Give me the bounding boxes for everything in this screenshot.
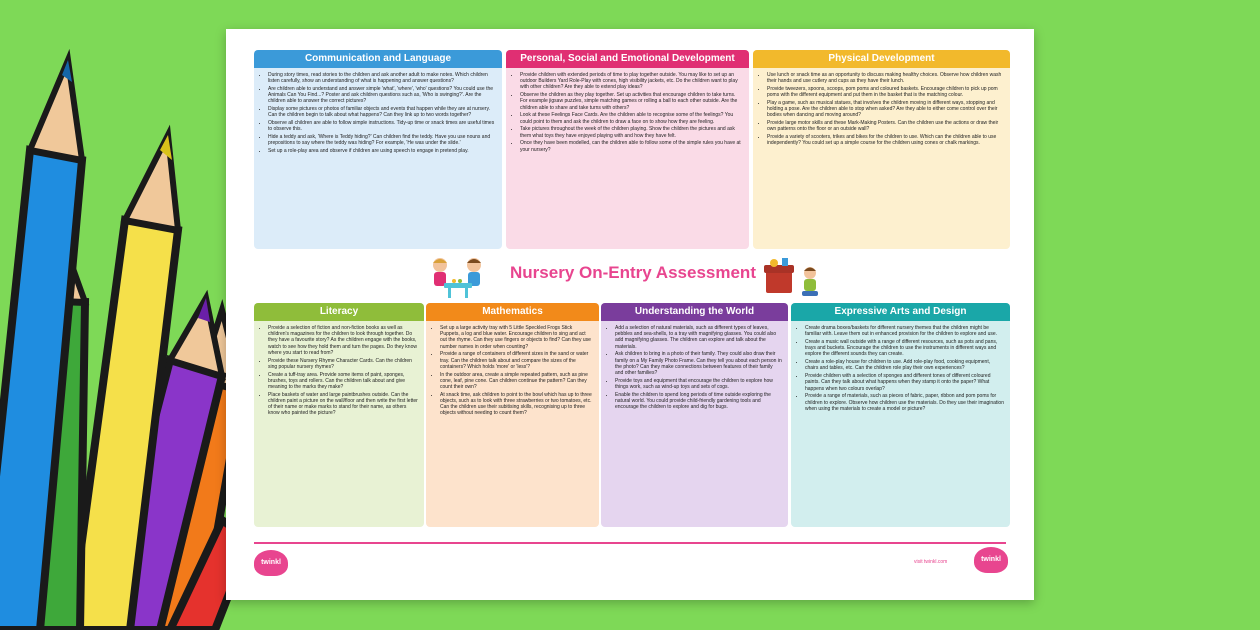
title-row bbox=[426, 255, 826, 301]
list-item: • In the outdoor area, create a simple repeated pattern, such as pine cone, leaf, pine cone. Can children continue the pattern? Can they count their own? bbox=[440, 372, 593, 391]
section-understanding-world bbox=[601, 303, 788, 527]
section-heading: Mathematics bbox=[426, 303, 599, 321]
list-item: • Once they have been modelled, can the children able to follow some of the simple rules you have at your nursery? bbox=[520, 140, 743, 152]
section-list bbox=[753, 68, 1010, 147]
section-heading: Communication and Language bbox=[254, 50, 502, 68]
list-item: • Provide a variety of scooters, trikes and bikes for the children to use. Which can the children able to use independently? You could set up a simple course for the children using cones or chalk markings. bbox=[767, 134, 1004, 146]
footer-divider bbox=[254, 542, 1006, 544]
list-item: • Provide these Nursery Rhyme Character Cards. Can the children sing popular nursery rhymes? bbox=[268, 358, 418, 370]
section-list bbox=[426, 321, 599, 417]
list-item: • Take pictures throughout the week of the children playing. Show the children the pictures and ask them what toys they have enjoyed playing with and how they have felt. bbox=[520, 126, 743, 138]
section-expressive-arts-design bbox=[791, 303, 1010, 527]
section-list bbox=[506, 68, 749, 153]
children-playing-illustration bbox=[426, 255, 492, 301]
section-heading: Literacy bbox=[254, 303, 424, 321]
section-heading: Expressive Arts and Design bbox=[791, 303, 1010, 321]
list-item: • Hide a teddy and ask, 'Where is Teddy hiding?' Can children find the teddy. Have you use nouns and prepositions to say where the teddy was hiding? For example, 'He was under the slide.' bbox=[268, 134, 496, 146]
section-literacy bbox=[254, 303, 424, 527]
list-item: • Provide toys and equipment that encourage the children to explore how things work, such as wind-up toys and sets of cogs. bbox=[615, 378, 782, 390]
footer-url: visit twinkl.com bbox=[914, 559, 948, 565]
list-item: • Display some pictures or photos of familiar objects and events that happen while they are at nursery. Can the children begin to talk about what happens? Can they link up to two words together? bbox=[268, 106, 496, 118]
list-item: • Provide tweezers, spoons, scoops, pom poms and coloured baskets. Encourage children to pick up pom poms with the different equipment and put them in the basket that is the matching colour. bbox=[767, 86, 1004, 98]
list-item: • Provide large motor skills and these Mark-Making Posters. Can the children use the actions or draw their own patterns onto the floor or an outside wall? bbox=[767, 120, 1004, 132]
page-title: Nursery On-Entry Assessment bbox=[510, 263, 756, 282]
twinkl-logo-left: twinkl bbox=[254, 550, 288, 576]
section-list bbox=[601, 321, 788, 410]
list-item: • Are children able to understand and answer simple 'what', 'where', 'who' questions? You could use the Animals Can You Find...? Poster and ask children questions such as, 'Who is swinging?'. Are the children able to answer the correct pictures? bbox=[268, 86, 496, 105]
list-item: • Set up a large activity tray with 5 Little Speckled Frogs Stick Puppets, a log and blue water. Encourage children to sing and act out the rhyme. Can they use fingers or objects to find? Can they use number names in order when counting? bbox=[440, 325, 593, 350]
section-heading: Physical Development bbox=[753, 50, 1010, 68]
list-item: • Add a selection of natural materials, such as different types of leaves, pebbles and sea-shells, to a tray with magnifying glasses. You could also add magnifying glasses. The children can explore and talk about the materials. bbox=[615, 325, 782, 350]
twinkl-logo-right: twinkl bbox=[974, 547, 1008, 573]
list-item: • Provide children with extended periods of time to play together outside. You may like to set up an outdoor Builders Yard Role-Play with cones, high visibility jackets, etc. Do the children want to play with other children? Are they able to extend play ideas? bbox=[520, 72, 743, 91]
assessment-sheet bbox=[226, 29, 1034, 600]
section-communication-language bbox=[254, 50, 502, 249]
list-item: • Create drama boxes/baskets for different nursery themes that the children might be familiar with. Leave them out in enhanced provision for the children to explore and use. bbox=[805, 325, 1004, 337]
section-list bbox=[254, 321, 424, 417]
list-item: • Play a game, such as musical statues, that involves the children moving in different ways, stopping and holding a pose. Are the children able to stop when asked? Are they able to either come control over their bodies when dancing and moving around? bbox=[767, 100, 1004, 119]
list-item: • Look at these Feelings Face Cards. Are the children able to recognise some of the feelings? You could point to them and ask the children to draw a face on to show how they are feeling. bbox=[520, 112, 743, 124]
list-item: • Create a music wall outside with a range of different resources, such as pots and pans, trays and buckets. Encourage the children to use the instruments in different ways and explore the different sounds they can create. bbox=[805, 339, 1004, 358]
list-item: • During story times, read stories to the children and ask another adult to make notes. Which children listen carefully, show an understanding of what is happening and answer questions? bbox=[268, 72, 496, 84]
list-item: • Provide a selection of fiction and non-fiction books as well as children's magazines for the children to look through together. Do they have a favourite story? As the children engage with the books, watch to see how they hold them and turn the pages. Do they know where you start to read from? bbox=[268, 325, 418, 356]
toy-box-illustration bbox=[764, 255, 826, 301]
colored-pencils-illustration bbox=[0, 0, 260, 630]
list-item: • Create a role-play house for children to use. Add role-play food, cooking equipment, chairs and tables, etc. Can the children role play their own experiences? bbox=[805, 359, 1004, 371]
section-heading: Personal, Social and Emotional Development bbox=[506, 50, 749, 68]
section-list bbox=[254, 68, 502, 154]
list-item: • Create a tuff-tray area. Provide some items of paint, sponges, brushes, toys and rollers. Can the children talk about and give meaning to the marks they make? bbox=[268, 372, 418, 391]
list-item: • Enable the children to spend long periods of time outside exploring the natural world. You could provide child-friendly gardening tools and encourage the children to explore and dig for bugs. bbox=[615, 392, 782, 411]
list-item: • Use lunch or snack time as an opportunity to discuss making healthy choices. Observe how children wash their hands and use cutlery and cups as they have their lunch. bbox=[767, 72, 1004, 84]
list-item: • Provide children with a selection of sponges and different tones of different coloured paints. Can they talk about what happens when they stamp it onto the paper? What happens when two colours overlap? bbox=[805, 373, 1004, 392]
section-mathematics bbox=[426, 303, 599, 527]
list-item: • Provide a range of materials, such as pieces of fabric, paper, ribbon and pom poms for children to explore. Observe how children use the materials. Do they use their imagination when using the materials to create a model or picture? bbox=[805, 393, 1004, 412]
list-item: • Place baskets of water and large paintbrushes outside. Can the children paint a picture on the wall/floor and then write the first letter of their name or make marks to stand for their name, as others know who painted the picture? bbox=[268, 392, 418, 417]
section-personal-social-emotional bbox=[506, 50, 749, 249]
section-heading: Understanding the World bbox=[601, 303, 788, 321]
list-item: • Ask children to bring in a photo of their family. They could also draw their family on a My Family Photo Frame. Can they tell you about each person in the photo? Can they make connections between features of their family and other families? bbox=[615, 351, 782, 376]
list-item: • Observe the children as they play together. Set up activities that encourage children to take turns. For example jigsaw puzzles, simple matching games or rolling a ball to each other outside. Are the children able to share and take turns with others? bbox=[520, 92, 743, 111]
section-list bbox=[791, 321, 1010, 412]
section-physical-development bbox=[753, 50, 1010, 249]
list-item: • At snack time, ask children to point to the bowl which has up to three objects, such as to look with three strawberries or two tomatoes, etc. Can the children use their subitising skills, recognising up to three objects without needing to count them? bbox=[440, 392, 593, 417]
list-item: • Provide a range of containers of different sizes in the sand or water tray. Can the children talk about and compare the sizes of the containers? Which holds 'more' or 'less'? bbox=[440, 351, 593, 370]
list-item: • Set up a role-play area and observe if children are using speech to engage in pretend play. bbox=[268, 148, 496, 154]
list-item: • Observe all children are able to follow simple instructions. Tidy-up time or snack times are useful times to observe this. bbox=[268, 120, 496, 132]
